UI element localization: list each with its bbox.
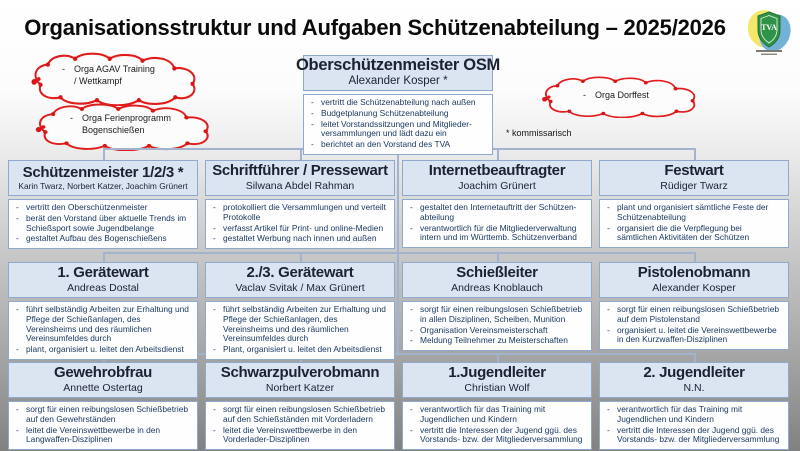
bullet-item: - sorgt für einen reibungslosen Schießbetrieb auf den Schießständen mit Vorderladern bbox=[210, 405, 390, 425]
box-title: Oberschützenmeister OSM bbox=[296, 55, 500, 74]
cloud-text-line: - Orga Dorffest bbox=[579, 89, 649, 101]
box-title: Schwarzpulverobmann bbox=[220, 364, 380, 382]
org-box-geraetewart-1 bbox=[8, 262, 198, 360]
cloud-note-ferienprogramm bbox=[30, 103, 222, 151]
bullet-item: - gestaltet Aufbau des Bogenschießens bbox=[13, 234, 193, 244]
bullet-item: - organisiert u. leitet die Vereinswettbewerbe in den Kurzwaffen-Disziplinen bbox=[604, 326, 784, 346]
bullet-item: - vertritt den Oberschützenmeister bbox=[13, 203, 193, 213]
box-title: 1. Gerätewart bbox=[57, 264, 149, 282]
org-box-festwart bbox=[599, 160, 789, 248]
box-header bbox=[205, 362, 395, 398]
bullet-item: - führt selbständig Arbeiten zur Erhaltung und Pflege der Schießanlagen, des Vereinsheims und des räumlichen Vereinsumfeldes durch bbox=[210, 305, 390, 344]
box-title: 2. Jugendleiter bbox=[643, 364, 745, 382]
box-name: Karin Twarz, Norbert Katzer, Joachim Grünert bbox=[18, 181, 188, 192]
org-box-geraetewart-2-3 bbox=[205, 262, 395, 360]
box-duties bbox=[402, 199, 592, 248]
page-title: Organisationsstruktur und Aufgaben Schützenabteilung – 2025/2026 bbox=[24, 15, 726, 40]
box-name: Andreas Knoblauch bbox=[451, 282, 543, 295]
cloud-text-line: - Orga AGAV Training bbox=[58, 63, 155, 75]
bullet-item: - sorgt für einen reibungslosen Schießbetrieb auf dem Pistolenstand bbox=[604, 305, 784, 325]
box-header bbox=[8, 262, 198, 298]
box-duties bbox=[8, 401, 198, 450]
bullet-item: - organsiert die die Verpflegung bei sämtlichen Aktivitäten der Schützen bbox=[604, 224, 784, 244]
box-name: Christian Wolf bbox=[464, 382, 530, 395]
org-box-gewehrobfrau bbox=[8, 362, 198, 450]
cloud-note-dorffest bbox=[537, 76, 707, 118]
org-box-pistolenobmann bbox=[599, 262, 789, 350]
bullet-item: - protokolliert die Versammlungen und verteilt Protokolle bbox=[210, 203, 390, 223]
box-header bbox=[8, 362, 198, 398]
cloud-text-line: / Wettkampf bbox=[74, 76, 122, 87]
bullet-item: - Organisation Vereinsmeisterschaft bbox=[407, 326, 587, 336]
box-title: Festwart bbox=[664, 162, 724, 180]
org-box-schiessleiter bbox=[402, 262, 592, 351]
box-duties bbox=[8, 199, 198, 249]
bullet-item: - verantwortlich für die Mitgliederverwaltung intern und im Württemb. Schützenverband bbox=[407, 224, 587, 244]
bullet-item: - leitet die Vereinswettbewerbe in den Langwaffen-Disziplinen bbox=[13, 426, 193, 446]
box-duties bbox=[8, 301, 198, 360]
box-name: Annette Ostertag bbox=[63, 382, 143, 395]
bullet-item: - vertritt die Interessen der Jugend ggü. des Vorstands- bzw. der Mitgliederversammlung bbox=[604, 426, 784, 446]
bullet-item: - leitet die Vereinswettbewerbe in den Vorderlader-Disziplinen bbox=[210, 426, 390, 446]
box-name: Norbert Katzer bbox=[265, 382, 335, 395]
bullet-item: - berät den Vorstand über aktuelle Trends im Schießsport sowie Jugendbelange bbox=[13, 214, 193, 234]
bullet-item: - berichtet an den Vorstand des TVA bbox=[308, 140, 488, 150]
box-name: Alexander Kosper bbox=[652, 282, 736, 295]
bullet-item: - Plant, organisiert u. leitet den Arbeitsdienst bbox=[210, 345, 390, 355]
bullet-item: - vertritt die Schützenabteilung nach außen bbox=[308, 98, 488, 108]
org-box-internetbeauftragter bbox=[402, 160, 592, 248]
box-header bbox=[599, 362, 789, 398]
connector-bus-row2 bbox=[103, 252, 695, 254]
box-name: Joachim Grünert bbox=[458, 180, 536, 193]
box-title: Schießleiter bbox=[456, 264, 538, 282]
box-header bbox=[402, 262, 592, 298]
cloud-note-agav bbox=[26, 52, 208, 106]
box-name: Rüdiger Twarz bbox=[660, 180, 728, 193]
bullet-item: - Budgetplanung Schützenabteilung bbox=[308, 109, 488, 119]
box-duties bbox=[402, 301, 592, 351]
org-box-oberschuetzenmeister bbox=[296, 55, 500, 155]
box-duties bbox=[599, 301, 789, 350]
box-duties bbox=[205, 401, 395, 450]
box-title: 1.Jugendleiter bbox=[448, 364, 546, 382]
club-logo-graphic bbox=[745, 7, 793, 59]
org-box-jugendleiter-2 bbox=[599, 362, 789, 450]
bullet-item: - vertritt die Interessen der Jugend ggü. des Vorstands- bzw. der Mitgliederversammlung bbox=[407, 426, 587, 446]
box-duties bbox=[402, 401, 592, 450]
org-box-jugendleiter-1 bbox=[402, 362, 592, 450]
box-name: Silwana Abdel Rahman bbox=[245, 180, 355, 193]
box-header bbox=[205, 160, 395, 196]
bullet-item: - verantwortlich für das Training mit Jugendlichen und Kindern bbox=[407, 405, 587, 425]
box-header bbox=[205, 262, 395, 298]
box-name: N.N. bbox=[683, 382, 705, 395]
bullet-item: - führt selbständig Arbeiten zur Erhaltung und Pflege der Schießanlagen, des Vereinsheims und des räumlichen Vereinsumfeldes durch bbox=[13, 305, 193, 344]
bullet-item: - sorgt für einen reibungslosen Schießbetrieb in allen Disziplinen, Scheiben, Munition bbox=[407, 305, 587, 325]
logo-shield-text: TVA bbox=[761, 23, 777, 32]
bullet-item: - gestaltet Werbung nach innen und außen bbox=[210, 234, 390, 244]
box-title: Schützenmeister 1/2/3 * bbox=[22, 163, 184, 181]
footnote-kommissarisch: * kommissarisch bbox=[506, 128, 572, 138]
cloud-text-line: Bogenschießen bbox=[82, 125, 145, 136]
box-header bbox=[8, 160, 198, 196]
org-box-schriftfuehrer bbox=[205, 160, 395, 249]
box-header bbox=[599, 160, 789, 196]
bullet-item: - verantwortlich für das Training mit Jugendlichen und Kindern bbox=[604, 405, 784, 425]
box-duties bbox=[205, 301, 395, 360]
box-header bbox=[599, 262, 789, 298]
box-duties bbox=[599, 199, 789, 248]
bullet-item: - gestaltet den Internetauftritt der Schützen-abteilung bbox=[407, 203, 587, 223]
box-name: Andreas Dostal bbox=[67, 282, 139, 295]
box-title: Internetbeauftragter bbox=[428, 162, 566, 180]
box-duties bbox=[599, 401, 789, 450]
box-name: Alexander Kosper * bbox=[348, 75, 448, 88]
org-box-schuetzenmeister bbox=[8, 160, 198, 249]
box-title: Pistolenobmann bbox=[637, 264, 751, 282]
org-box-schwarzpulverobmann bbox=[205, 362, 395, 450]
bullet-item: - plant und organisiert sämtliche Feste der Schützenabteilung bbox=[604, 203, 784, 223]
club-logo bbox=[745, 7, 793, 59]
cloud-text-line: - Orga Ferienprogramm bbox=[66, 112, 171, 124]
box-duties bbox=[205, 199, 395, 249]
bullet-item: - sorgt für einen reibungslosen Schießbetrieb auf den Gewehrständen bbox=[13, 405, 193, 425]
box-name: Vaclav Svitak / Max Grünert bbox=[235, 282, 365, 295]
bullet-item: - verfasst Artikel für Print- und online-Medien bbox=[210, 224, 390, 234]
box-header bbox=[296, 55, 500, 91]
box-title: Gewehrobfrau bbox=[53, 364, 153, 382]
box-duties bbox=[303, 94, 493, 155]
bullet-item: - plant, organisiert u. leitet den Arbeitsdienst bbox=[13, 345, 193, 355]
bullet-item: - leitet Vorstandssitzungen und Mitglieder-versammlungen und lädt dazu ein bbox=[308, 120, 488, 140]
bullet-item: - Meldung Teilnehmer zu Meisterschaften bbox=[407, 336, 587, 346]
box-header bbox=[402, 362, 592, 398]
box-title: Schriftführer / Pressewart bbox=[212, 162, 388, 180]
box-title: 2./3. Gerätewart bbox=[246, 264, 354, 282]
box-header bbox=[402, 160, 592, 196]
